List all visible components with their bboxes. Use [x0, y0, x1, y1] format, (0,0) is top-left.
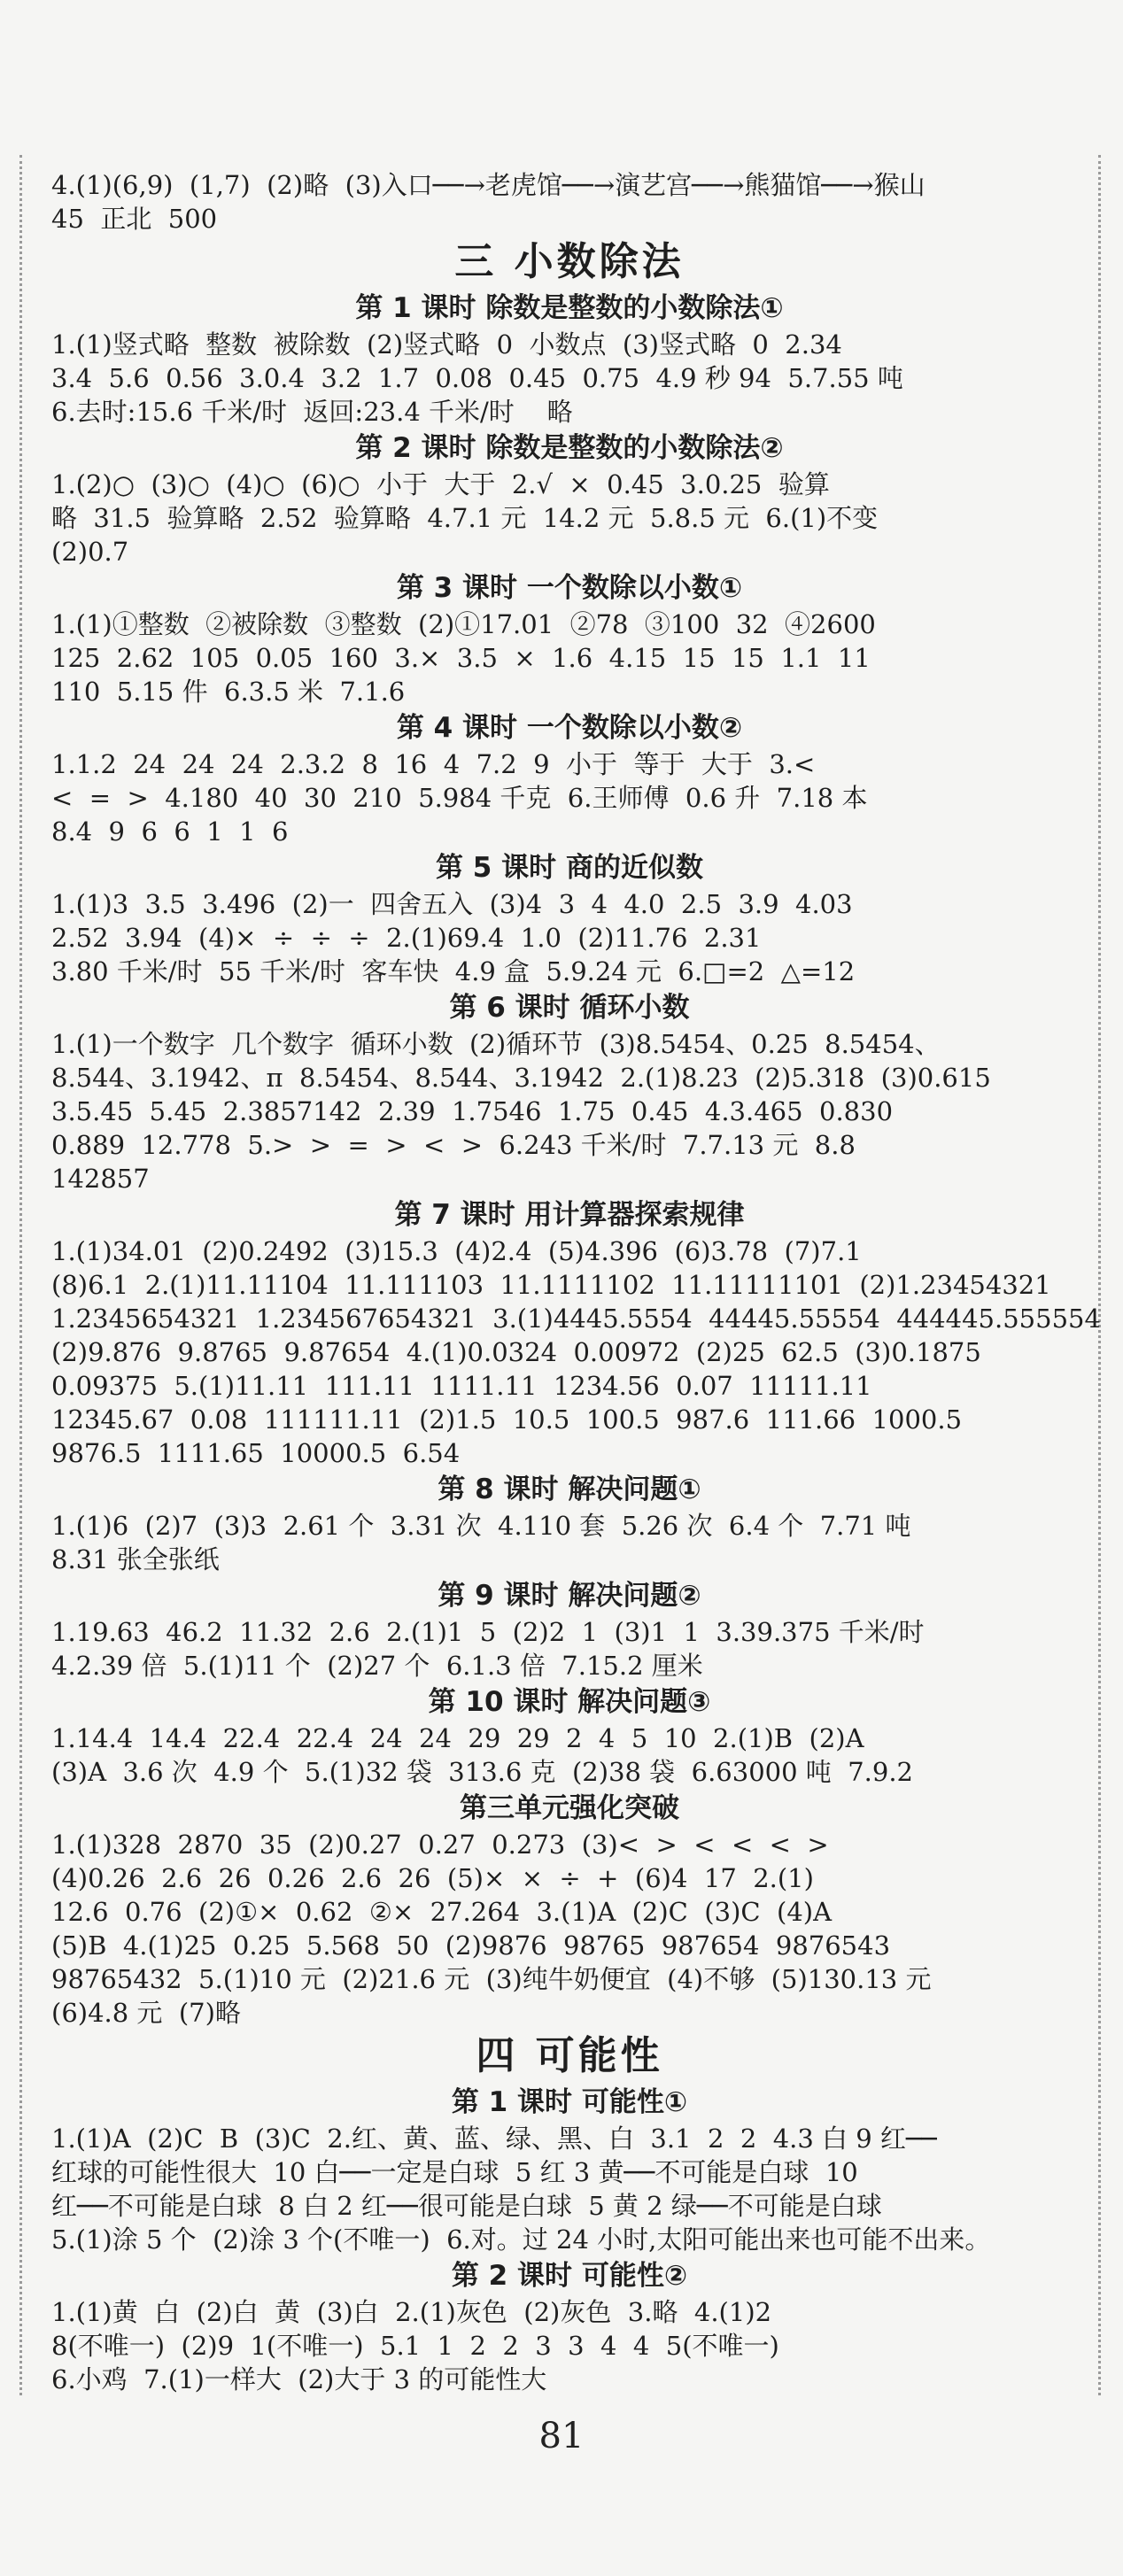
answer-line: 1.(1)34.01 (2)0.2492 (3)15.3 (4)2.4 (5)4.396 (6)3.78 (7)7.1: [51, 1236, 862, 1266]
answer-line: 6.小鸡 7.(1)一样大 (2)大于 3 的可能性大: [51, 2364, 547, 2394]
answer-line: 8.31 张全张纸: [51, 1544, 220, 1574]
section-title: 三 小数除法: [454, 239, 685, 284]
lesson-title: 第 4 课时 一个数除以小数②: [396, 712, 743, 744]
lesson-title: 第 2 课时 可能性②: [451, 2260, 688, 2292]
answer-line: 1.(1)328 2870 35 (2)0.27 0.27 0.273 (3)< > < < < >: [51, 1830, 829, 1860]
answer-line: 142857: [51, 1164, 150, 1194]
answer-line: 12.6 0.76 (2)①× 0.62 ②× 27.264 3.(1)A (2)C (3)C (4)A: [51, 1897, 833, 1927]
right-dotted-border: [1098, 155, 1101, 2395]
lesson-title: 第 6 课时 循环小数: [449, 992, 690, 1024]
answer-line: 5.(1)涂 5 个 (2)涂 3 个(不唯一) 6.对。过 24 小时,太阳可能出来也可能不出来。: [51, 2224, 991, 2255]
answer-line: 1.(2)○ (3)○ (4)○ (6)○ 小于 大于 2.√ × 0.45 3.0.25 验算: [51, 469, 830, 499]
page-number: 81: [538, 2416, 585, 2456]
lesson-title: 第 10 课时 解决问题③: [428, 1686, 711, 1718]
answer-line: (8)6.1 2.(1)11.11104 11.111103 11.1111102 11.11111101 (2)1.23454321: [51, 1270, 1051, 1300]
answer-line: 1.2345654321 1.234567654321 3.(1)4445.5554 44445.55554 444445.555554: [51, 1303, 1101, 1334]
answer-line: 125 2.62 105 0.05 160 3.× 3.5 × 1.6 4.15 15 15 1.1 11: [51, 643, 871, 673]
answer-line: 1.(1)6 (2)7 (3)3 2.61 个 3.31 次 4.110 套 5.26 次 6.4 个 7.71 吨: [51, 1511, 911, 1541]
answer-line: 1.19.63 46.2 11.32 2.6 2.(1)1 5 (2)2 1 (3)1 1 3.39.375 千米/时: [51, 1617, 925, 1647]
answer-line: 3.5.45 5.45 2.3857142 2.39 1.7546 1.75 0.45 4.3.465 0.830: [51, 1096, 894, 1126]
lesson-title: 第 1 课时 可能性①: [451, 2086, 688, 2118]
answer-line: (6)4.8 元 (7)略: [51, 1998, 241, 2028]
answer-line: 略 31.5 验算略 2.52 验算略 4.7.1 元 14.2 元 5.8.5 元 6.(1)不变: [51, 503, 879, 533]
answer-line: (4)0.26 2.6 26 0.26 2.6 26 (5)× × ÷ + (6)4 17 2.(1): [51, 1863, 814, 1893]
answer-line: 4.(1)(6,9) (1,7) (2)略 (3)入口──→老虎馆──→演艺宫──→熊猫馆──→猴山: [51, 170, 926, 200]
answer-line: 12345.67 0.08 111111.11 (2)1.5 10.5 100.5 987.6 111.66 1000.5: [51, 1404, 963, 1435]
lesson-title: 第三单元强化突破: [460, 1792, 679, 1824]
lesson-title: 第 9 课时 解决问题②: [438, 1580, 701, 1612]
answer-line: 98765432 5.(1)10 元 (2)21.6 元 (3)纯牛奶便宜 (4)不够 (5)130.13 元: [51, 1964, 932, 1994]
lesson-title: 第 2 课时 除数是整数的小数除法②: [355, 432, 784, 464]
answer-line: 1.1.2 24 24 24 2.3.2 8 16 4 7.2 9 小于 等于 大于 3.<: [51, 749, 816, 779]
answer-line: (5)B 4.(1)25 0.25 5.568 50 (2)9876 98765 987654 9876543: [51, 1930, 891, 1961]
answer-line: 9876.5 1111.65 10000.5 6.54: [51, 1438, 461, 1468]
answer-line: 3.80 千米/时 55 千米/时 客车快 4.9 盒 5.9.24 元 6.□=2 △=12: [51, 956, 856, 986]
answer-line: 8.544、3.1942、π 8.5454、8.544、3.1942 2.(1)8.23 (2)5.318 (3)0.615: [51, 1063, 991, 1093]
answer-line: (2)9.876 9.8765 9.87654 4.(1)0.0324 0.00972 (2)25 62.5 (3)0.1875: [51, 1337, 981, 1367]
answer-line: 3.4 5.6 0.56 3.0.4 3.2 1.7 0.08 0.45 0.75 4.9 秒 94 5.7.55 吨: [51, 363, 903, 393]
answer-line: 2.52 3.94 (4)× ÷ ÷ ÷ 2.(1)69.4 1.0 (2)11.76 2.31: [51, 923, 762, 953]
answer-line: 8(不唯一) (2)9 1(不唯一) 5.1 1 2 2 3 3 4 4 5(不唯一): [51, 2331, 779, 2361]
answer-line: 红球的可能性很大 10 白──一定是白球 5 红 3 黄──不可能是白球 10: [51, 2157, 858, 2187]
lesson-title: 第 5 课时 商的近似数: [436, 852, 703, 884]
answer-line: 红──不可能是白球 8 白 2 红──很可能是白球 5 黄 2 绿──不可能是白球: [51, 2191, 882, 2221]
answer-line: 1.(1)黄 白 (2)白 黄 (3)白 2.(1)灰色 (2)灰色 3.略 4.(1)2: [51, 2297, 772, 2327]
answer-line: 1.(1)①整数 ②被除数 ③整数 (2)①17.01 ②78 ③100 32 ④2600: [51, 609, 876, 639]
answer-line: 45 正北 500: [51, 204, 218, 234]
answer-line: < = > 4.180 40 30 210 5.984 千克 6.王师傅 0.6 升 7.18 本: [51, 783, 868, 813]
section-title: 四 可能性: [476, 2033, 663, 2078]
answer-line: 0.889 12.778 5.> > = > < > 6.243 千米/时 7.7.13 元 8.8: [51, 1130, 856, 1160]
answer-line: 1.(1)A (2)C B (3)C 2.红、黄、蓝、绿、黑、白 3.1 2 2 4.3 白 9 红──: [51, 2123, 937, 2154]
answer-line: (3)A 3.6 次 4.9 个 5.(1)32 袋 313.6 克 (2)38 袋 6.63000 吨 7.9.2: [51, 1757, 913, 1787]
answer-line: 6.去时:15.6 千米/时 返回:23.4 千米/时 略: [51, 397, 573, 427]
answer-line: 110 5.15 件 6.3.5 米 7.1.6: [51, 677, 406, 707]
lesson-title: 第 7 课时 用计算器探索规律: [394, 1199, 745, 1231]
lesson-title: 第 3 课时 一个数除以小数①: [396, 572, 743, 604]
lesson-title: 第 8 课时 解决问题①: [438, 1474, 701, 1505]
lesson-title: 第 1 课时 除数是整数的小数除法①: [355, 292, 784, 324]
answer-line: 8.4 9 6 6 1 1 6: [51, 816, 289, 847]
answer-line: 0.09375 5.(1)11.11 111.11 1111.11 1234.56 0.07 11111.11: [51, 1371, 872, 1401]
answer-line: 1.(1)3 3.5 3.496 (2)一 四舍五入 (3)4 3 4 4.0 2.5 3.9 4.03: [51, 889, 853, 919]
answer-line: (2)0.7: [51, 537, 129, 567]
answer-line: 4.2.39 倍 5.(1)11 个 (2)27 个 6.1.3 倍 7.15.2 厘米: [51, 1651, 703, 1681]
answer-content: [51, 168, 1101, 2396]
answer-line: 1.(1)竖式略 整数 被除数 (2)竖式略 0 小数点 (3)竖式略 0 2.34: [51, 329, 842, 360]
answer-line: 1.(1)一个数字 几个数字 循环小数 (2)循环节 (3)8.5454、0.25 8.5454、: [51, 1029, 941, 1059]
left-dotted-border: [19, 155, 22, 2395]
answer-line: 1.14.4 14.4 22.4 22.4 24 24 29 29 2 4 5 10 2.(1)B (2)A: [51, 1723, 864, 1753]
